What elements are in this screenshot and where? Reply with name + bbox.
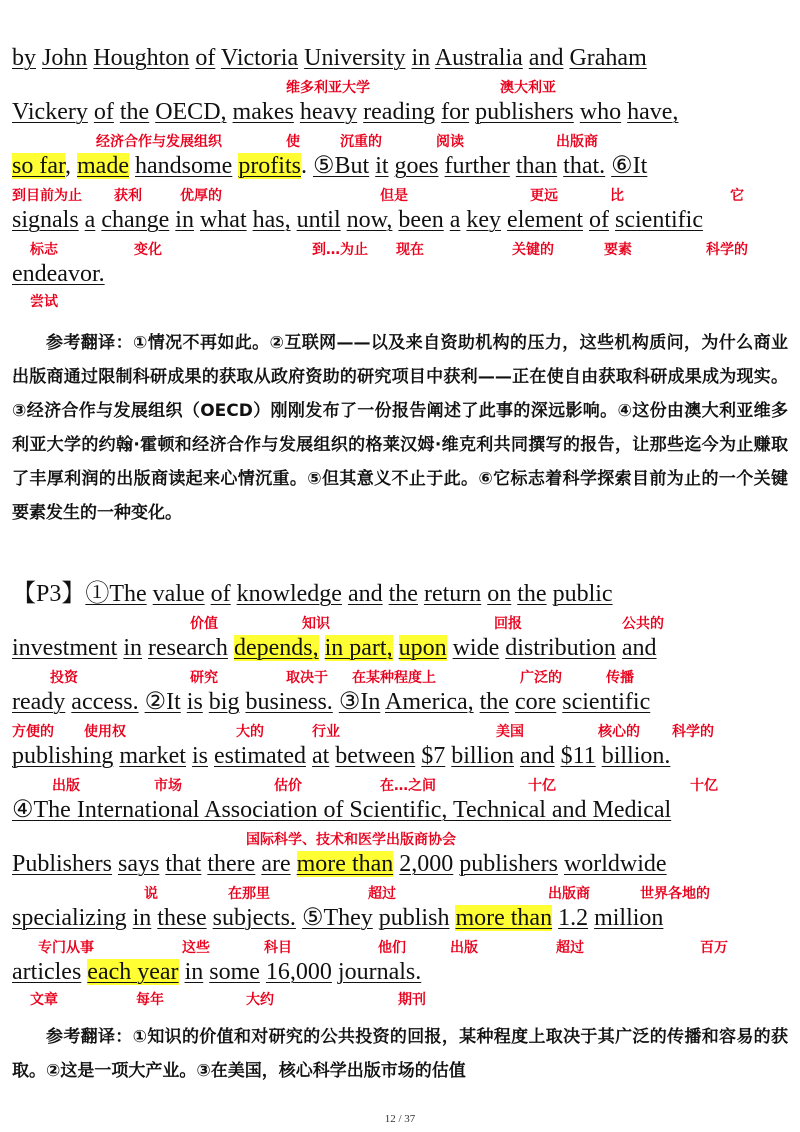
english-token: more than [296, 851, 394, 877]
english-token: estimated [214, 743, 306, 769]
english-token: of [210, 581, 231, 607]
english-line [12, 688, 650, 716]
chinese-gloss: 超过 [556, 940, 584, 956]
chinese-gloss: 行业 [312, 724, 340, 740]
english-token: profits [238, 153, 301, 179]
english-token: of [589, 207, 610, 233]
english-token: , [65, 153, 72, 179]
chinese-gloss: 广泛的 [520, 670, 562, 686]
english-token: the [479, 689, 509, 715]
chinese-gloss: 传播 [606, 670, 634, 686]
chinese-gloss: 百万 [700, 940, 728, 956]
english-token: scientific [615, 207, 703, 233]
english-token: than [515, 153, 558, 179]
english-token: Publishers [12, 851, 113, 877]
chinese-gloss: 到…为止 [312, 242, 368, 258]
english-token: endeavor. [12, 261, 105, 287]
chinese-gloss: 世界各地的 [640, 886, 710, 902]
chinese-gloss: 核心的 [598, 724, 640, 740]
chinese-gloss: 投资 [50, 670, 78, 686]
chinese-gloss: 比 [610, 188, 624, 204]
chinese-gloss: 方便的 [12, 724, 54, 740]
english-token: publishers [459, 851, 558, 877]
english-token: upon [398, 635, 447, 661]
english-token: publishing [12, 743, 114, 769]
english-token: at [311, 743, 330, 769]
english-token: investment [12, 635, 118, 661]
english-token: depends, [233, 635, 319, 661]
english-token: makes [232, 99, 294, 125]
english-token: in [132, 905, 152, 931]
english-token: subjects. [212, 905, 296, 931]
english-token: articles [12, 959, 82, 985]
chinese-gloss: 取决于 [286, 670, 328, 686]
english-token: Houghton [93, 45, 190, 71]
english-token: what [199, 207, 247, 233]
english-token: 【P3】 [12, 581, 86, 607]
english-token: that. [563, 153, 606, 179]
english-token: market [119, 743, 186, 769]
english-line [12, 44, 647, 72]
chinese-gloss: 维多利亚大学 [286, 80, 370, 96]
chinese-gloss: 国际科学、技术和医学出版商协会 [246, 832, 456, 848]
english-token: it [375, 153, 389, 179]
chinese-gloss: 更远 [530, 188, 558, 204]
chinese-gloss: 变化 [134, 242, 162, 258]
chinese-gloss: 美国 [496, 724, 524, 740]
english-token: key [466, 207, 502, 233]
chinese-gloss: 出版商 [556, 134, 598, 150]
chinese-gloss: 科学的 [706, 242, 748, 258]
english-token: ⑤They [301, 905, 373, 931]
english-token: that [165, 851, 202, 877]
chinese-gloss: 获利 [114, 188, 142, 204]
chinese-gloss: 出版 [450, 940, 478, 956]
english-token: specializing [12, 905, 127, 931]
english-token: distribution [505, 635, 616, 661]
chinese-gloss: 沉重的 [340, 134, 382, 150]
english-token: is [186, 689, 203, 715]
chinese-gloss: 关键的 [512, 242, 554, 258]
english-token: between [335, 743, 416, 769]
chinese-gloss: 大约 [246, 992, 274, 1008]
chinese-gloss: 估价 [274, 778, 302, 794]
english-token: signals [12, 207, 79, 233]
english-token: says [118, 851, 160, 877]
english-token: there [207, 851, 256, 877]
reference-translation: 参考翻译：①情况不再如此。②互联网——以及来自资助机构的压力，这些机构质问，为什么商业出版商通过限制科研成果的获取从政府资助的研究项目中获利——正在使自由获取科研成果成为现实。③经济合作与发展组织（OECD）刚刚发布了一份报告阐述了此事的深远影响。④这份由澳大利亚维多利亚大学的约翰·霍顿和经济合作与发展组织的格莱汉姆·维克利共同撰写的报告，让那些迄今为止赚取了丰厚利润的出版商读起来心情沉重。⑤但其意义不止于此。⑥它标志着科学探索目前为止的一个关键要素发生的一种变化。 [12, 333, 788, 523]
english-token: is [191, 743, 208, 769]
english-token: journals. [337, 959, 422, 985]
english-token: Victoria [220, 45, 299, 71]
english-token: $7 [421, 743, 446, 769]
english-token: ④The International Association of Scientific, Technical and Medical [12, 797, 672, 823]
english-token: these [157, 905, 207, 931]
english-token: Australia [434, 45, 523, 71]
chinese-gloss: 要素 [604, 242, 632, 258]
english-token: the [517, 581, 547, 607]
chinese-gloss: 公共的 [622, 616, 664, 632]
english-token: are [261, 851, 291, 877]
english-token: John [42, 45, 88, 71]
chinese-gloss: 尝试 [30, 294, 58, 310]
english-token: some [209, 959, 260, 985]
english-token: scientific [562, 689, 651, 715]
english-token: and [621, 635, 657, 661]
english-token [393, 635, 399, 661]
english-token: America, [385, 689, 474, 715]
chinese-gloss: 十亿 [690, 778, 718, 794]
english-token: more than [455, 905, 553, 931]
chinese-gloss: 阅读 [436, 134, 464, 150]
chinese-gloss: 它 [730, 188, 744, 204]
chinese-gloss: 这些 [182, 940, 210, 956]
english-line [12, 634, 657, 662]
english-token: now, [346, 207, 393, 233]
chinese-gloss: 标志 [30, 242, 58, 258]
english-line [12, 904, 663, 932]
english-token [319, 635, 325, 661]
chinese-gloss: 科学的 [672, 724, 714, 740]
english-line [12, 152, 647, 180]
english-token: ①The [85, 581, 147, 607]
reference-translation: 参考翻译：①知识的价值和对研究的公共投资的回报，某种程度上取决于其广泛的传播和容易的获取。②这是一项大产业。③在美国，核心科学出版市场的估值 [12, 1027, 788, 1081]
english-token: research [148, 635, 228, 661]
english-token: and [519, 743, 555, 769]
english-token: heavy [299, 99, 358, 125]
english-token: OECD, [155, 99, 227, 125]
english-token: reading [363, 99, 436, 125]
chinese-gloss: 知识 [302, 616, 330, 632]
english-token: in [411, 45, 431, 71]
english-token: knowledge [236, 581, 342, 607]
english-line [12, 206, 703, 234]
english-token: the [119, 99, 150, 125]
chinese-gloss: 但是 [380, 188, 408, 204]
english-token: core [514, 689, 557, 715]
english-line [12, 850, 667, 878]
english-token: by [12, 45, 36, 71]
english-token: of [93, 99, 114, 125]
english-token: in part, [324, 635, 393, 661]
chinese-gloss: 文章 [30, 992, 58, 1008]
english-token: ⑤But [312, 153, 370, 179]
english-token: in [184, 959, 204, 985]
english-token: goes [394, 153, 439, 179]
english-token: value [152, 581, 205, 607]
chinese-gloss: 十亿 [528, 778, 556, 794]
english-token: million [594, 905, 664, 931]
chinese-gloss: 期刊 [398, 992, 426, 1008]
english-token: further [444, 153, 510, 179]
english-token: public [552, 581, 613, 607]
chinese-gloss: 说 [144, 886, 158, 902]
english-token: $11 [560, 743, 596, 769]
english-token: and [528, 45, 564, 71]
english-line [12, 98, 678, 126]
english-token: business. [245, 689, 333, 715]
english-token: Vickery [12, 99, 88, 125]
chinese-gloss: 经济合作与发展组织 [96, 134, 222, 150]
english-token: 16,000 [265, 959, 332, 985]
english-token: billion. [601, 743, 671, 769]
chinese-gloss: 出版 [52, 778, 80, 794]
chinese-gloss: 研究 [190, 670, 218, 686]
english-token: 2,000 [399, 851, 454, 877]
english-token: have, [627, 99, 679, 125]
english-line [12, 958, 421, 986]
english-token: 1.2 [558, 905, 589, 931]
english-line [12, 796, 671, 824]
english-token: handsome [135, 153, 233, 179]
english-token: . [300, 153, 307, 179]
chinese-gloss: 他们 [378, 940, 406, 956]
english-token: has, [252, 207, 291, 233]
chinese-gloss: 专门从事 [38, 940, 94, 956]
chinese-gloss: 优厚的 [180, 188, 222, 204]
english-line [12, 580, 613, 608]
english-token: made [77, 153, 129, 179]
english-token: worldwide [563, 851, 667, 877]
english-token: been [398, 207, 444, 233]
english-token: in [123, 635, 142, 661]
english-token: a [449, 207, 461, 233]
chinese-gloss: 超过 [368, 886, 396, 902]
english-line [12, 742, 670, 770]
english-token: University [304, 45, 406, 71]
english-token: in [175, 207, 194, 233]
english-token: until [296, 207, 341, 233]
english-token: billion [451, 743, 514, 769]
chinese-gloss: 在那里 [228, 886, 270, 902]
english-token: ready [12, 689, 66, 715]
english-token: access. [71, 689, 139, 715]
english-token: publish [378, 905, 450, 931]
chinese-gloss: 使 [286, 134, 300, 150]
english-token: return [423, 581, 482, 607]
english-token: ③In [338, 689, 381, 715]
english-token: each year [87, 959, 179, 985]
english-token: who [579, 99, 622, 125]
english-token: wide [452, 635, 500, 661]
english-token: the [388, 581, 418, 607]
chinese-gloss: 在…之间 [380, 778, 436, 794]
english-token [291, 851, 297, 877]
english-token: ②It [144, 689, 181, 715]
english-line [12, 260, 105, 288]
chinese-gloss: 澳大利亚 [500, 80, 556, 96]
chinese-gloss: 到目前为止 [12, 188, 82, 204]
english-token: Graham [569, 45, 647, 71]
chinese-gloss: 市场 [154, 778, 182, 794]
chinese-gloss: 出版商 [548, 886, 590, 902]
english-token: element [507, 207, 584, 233]
english-token: a [84, 207, 96, 233]
english-token: and [347, 581, 383, 607]
english-token: of [195, 45, 216, 71]
chinese-gloss: 回报 [494, 616, 522, 632]
chinese-gloss: 使用权 [84, 724, 126, 740]
english-token: for [441, 99, 470, 125]
chinese-gloss: 科目 [264, 940, 292, 956]
chinese-gloss: 大的 [236, 724, 264, 740]
english-token: ⑥It [611, 153, 648, 179]
chinese-gloss: 现在 [396, 242, 424, 258]
chinese-gloss: 价值 [190, 616, 218, 632]
english-token: publishers [475, 99, 574, 125]
english-token: change [101, 207, 170, 233]
english-token: on [487, 581, 512, 607]
english-token: so far [12, 153, 66, 179]
chinese-gloss: 每年 [136, 992, 164, 1008]
page-number: 12 / 37 [384, 1113, 416, 1125]
english-token: big [208, 689, 240, 715]
chinese-gloss: 在某种程度上 [352, 670, 436, 686]
